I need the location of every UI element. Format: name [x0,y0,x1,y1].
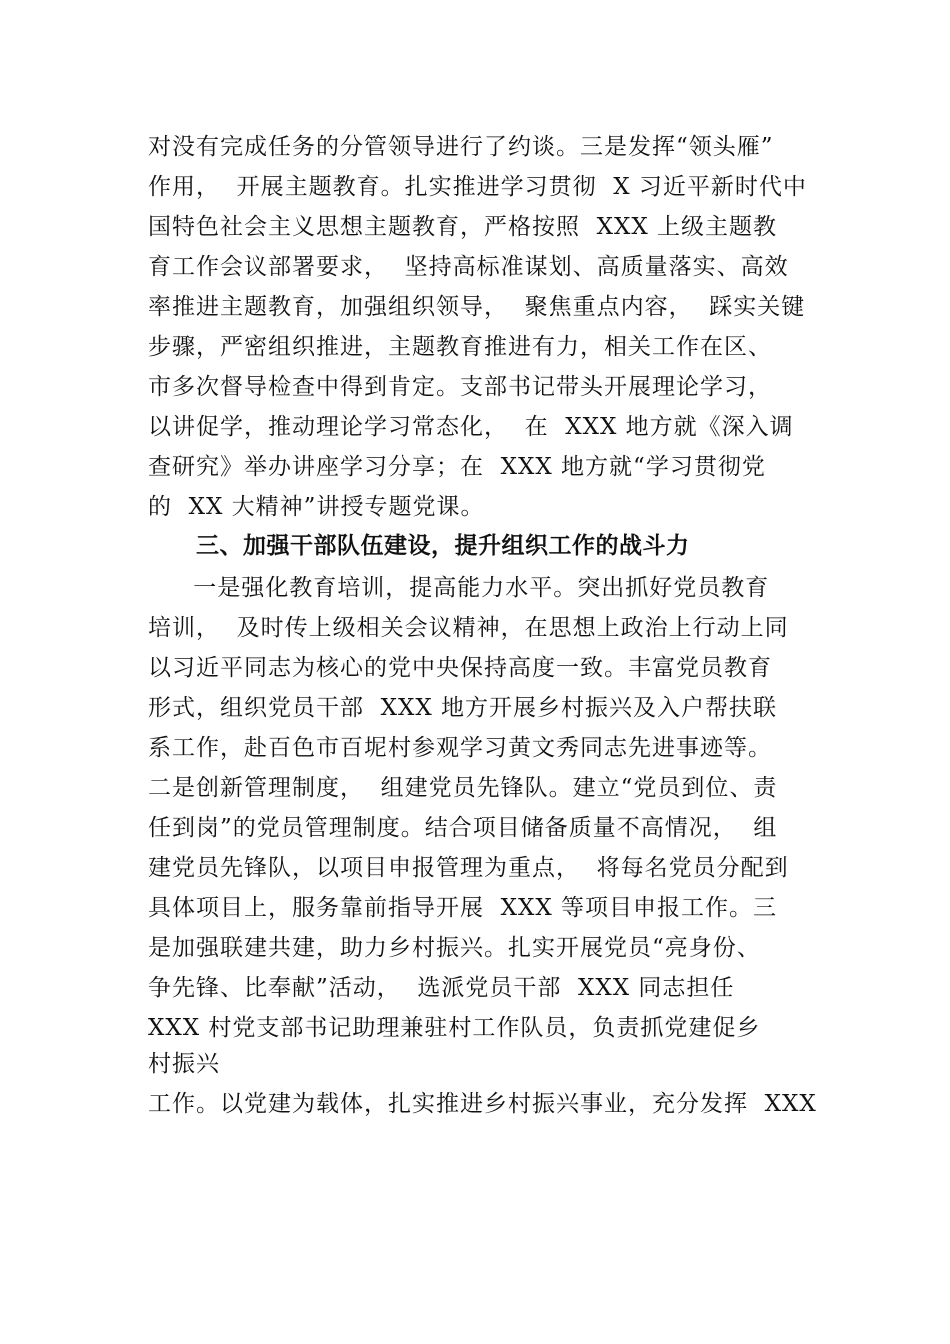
section-heading: 三、加强干部队伍建设，提升组织工作的战斗力 [196,533,690,559]
text-line: 形式，组织党员干部 XXX 地方开展乡村振兴及入户帮扶联 [148,695,778,721]
text-line: XXX 村党支部书记助理兼驻村工作队员，负责抓党建促乡 [148,1015,761,1041]
text-line: 率推进主题教育，加强组织领导， 聚焦重点内容， 踩实关键 [148,294,806,320]
text-line: 步骤，严密组织推进，主题教育推进有力，相关工作在区、 [148,334,772,360]
text-line: 对没有完成任务的分管领导进行了约谈。三是发挥“领头雁” [148,134,774,160]
text-line: 工作。以党建为载体，扎实推进乡村振兴事业，充分发挥 XXX [148,1091,817,1117]
text-line: 二是创新管理制度， 组建党员先锋队。建立“党员到位、责 [148,775,778,801]
text-line: 村振兴 [148,1051,220,1077]
text-line: 查研究》举办讲座学习分享；在 XXX 地方就“学习贯彻党 [148,454,766,480]
text-line: 市多次督导检查中得到肯定。支部书记带头开展理论学习， [148,374,772,400]
text-line: 的 XX 大精神”讲授专题党课。 [148,494,485,520]
text-line: 作用， 开展主题教育。扎实推进学习贯彻 X 习近平新时代中 [148,174,807,200]
text-line: 建党员先锋队，以项目申报管理为重点， 将每名党员分配到 [148,855,789,881]
text-line: 系工作，赴百色市百坭村参观学习黄文秀同志先进事迹等。 [148,735,772,761]
text-line: 争先锋、比奉献”活动， 选派党员干部 XXX 同志担任 [148,975,735,1001]
text-line: 任到岗”的党员管理制度。结合项目储备质量不高情况， 组 [148,815,778,841]
text-line: 具体项目上，服务靠前指导开展 XXX 等项目申报工作。三 [148,895,778,921]
text-line: 以讲促学，推动理论学习常态化， 在 XXX 地方就《深入调 [148,414,794,440]
text-line: 育工作会议部署要求， 坚持高标准谋划、高质量落实、高效 [148,254,789,280]
text-line: 培训， 及时传上级相关会议精神，在思想上政治上行动上同 [148,615,789,641]
text-line: 国特色社会主义思想主题教育，严格按照 XXX 上级主题教 [148,214,778,240]
text-line: 是加强联建共建，助力乡村振兴。扎实开展党员“亮身份、 [148,935,761,961]
text-line: 以习近平同志为核心的党中央保持高度一致。丰富党员教育 [148,655,772,681]
text-line: 一是强化教育培训，提高能力水平。突出抓好党员教育 [160,575,770,601]
